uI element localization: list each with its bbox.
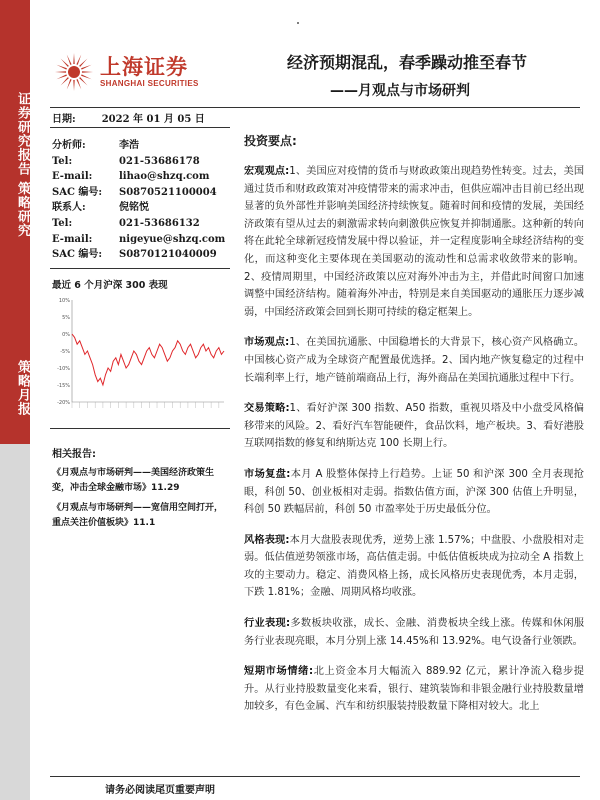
analyst-row <box>52 232 232 248</box>
analyst-field-value[interactable]: lihao@shzq.com <box>119 171 210 183</box>
paragraph-lead: 行业表现: <box>244 618 291 630</box>
analyst-field-value[interactable]: nigeyue@shzq.com <box>119 233 226 245</box>
analyst-field-value: S0870521100004 <box>119 186 217 198</box>
analyst-field-value: 李浩 <box>119 140 139 151</box>
highlight-paragraph <box>244 466 584 519</box>
paragraph-lead: 交易策略: <box>244 403 290 415</box>
logo-ray <box>73 80 74 91</box>
logo-ray <box>82 71 93 72</box>
paragraph-lead: 短期市场情绪: <box>244 666 314 678</box>
logo-ray <box>55 71 66 72</box>
y-tick-label: 10% <box>58 298 70 304</box>
paragraph-lead: 宏观观点: <box>244 166 290 177</box>
paragraph-text: 1、在美国抗通胀、中国稳增长的大背景下，核心资产风格确立。中国核心资产成为全球资产配置最优选择。2、国内地产恢复稳定的过程中长端利率上行，地产链前端商品上行，海外商品在美国抗通胀过程中下行。 <box>244 337 585 384</box>
paragraph-lead: 市场复盘: <box>244 468 291 480</box>
header-divider <box>50 107 580 108</box>
analyst-field-value: 021-53686178 <box>119 155 200 167</box>
logo-ray <box>79 59 87 67</box>
logo-ray <box>56 65 66 70</box>
brand-name-en: SHANGHAI SECURITIES <box>100 79 199 88</box>
logo-ray <box>61 59 69 67</box>
investment-highlights <box>244 132 584 729</box>
sidebar-report-type: 证券研究报告 策略研究 <box>15 92 30 238</box>
page-dot <box>297 22 299 24</box>
paragraph-text: 1、看好沪深 300 指数、A50 指数，重视贝塔及中小盘受风格偏移带来的风险。2、看好汽车智能硬件，食品饮料，地产板块。3、看好港股互联网指数的修复和纳斯达克 100 长期上行。 <box>244 403 584 450</box>
chart-axes <box>72 300 224 402</box>
analyst-field-label: E-mail: <box>52 171 93 183</box>
highlight-paragraph <box>244 615 584 650</box>
y-tick-label: 5% <box>62 315 70 321</box>
logo-ray <box>61 77 69 85</box>
highlight-paragraph <box>244 163 584 321</box>
highlights-heading: 投资要点: <box>244 134 297 148</box>
paragraph-text: 本月大盘股表现优秀，逆势上涨 1.57%；中盘股、小盘股相对走弱。低估值逆势领涨市场，高估值走弱。中低估值板块成为拉动全 A 指数上攻的主要动力。稳定、消费风格上扬，成长风格历史表现优秀，本月走弱，下跌 1.81%；金融、周期风格均收涨。 <box>244 534 584 599</box>
analyst-info <box>52 138 232 263</box>
analyst-divider <box>50 268 230 269</box>
logo-ray <box>73 53 74 64</box>
y-tick-label: -10% <box>57 366 70 372</box>
paragraph-text: 1、美国应对疫情的货币与财政政策出现趋势性转变。过去，美国通过货币和财政政策对冲疫情带来的需求冲击，但供应端冲击目前已经出现显著的负外部性并影响美国经济持续恢复。随着时间和疫情的发展，美国经济政策有望从过去的刺激需求转向刺激供应恢复并抑制通胀。这种新的转向将在此轮全球新冠疫情发展中得以验证，并一定程度影响全球经济结构的变化，而这种变化主要体现在美国驱动的流动性和总需求收敛带来的影响。2、疫情周期里，中国经济政策以应对海外冲击为主，并借此时间窗口加速调整中国经济结构。随着海外冲击，特别是来自美国驱动的通胀压力逐步减弱，中国经济政策会回到长期可持续的稳定框架上。 <box>244 166 585 318</box>
analyst-field-label: 联系人: <box>52 202 86 214</box>
footer-divider <box>50 776 580 777</box>
highlight-paragraph <box>244 400 584 453</box>
date-label: 日期: <box>52 114 76 125</box>
analyst-field-value: 倪铭悦 <box>119 202 149 214</box>
analyst-field-label: Tel: <box>52 155 73 167</box>
analyst-row <box>52 200 232 216</box>
date-divider <box>50 127 230 128</box>
highlight-paragraph <box>244 532 584 602</box>
logo-ray <box>67 79 72 89</box>
y-tick-label: -5% <box>60 349 70 355</box>
logo-ray <box>76 79 81 89</box>
analyst-field-value: 021-53686132 <box>119 217 200 229</box>
analyst-field-label: 分析师: <box>52 140 86 151</box>
hs300-series-line <box>72 334 224 385</box>
analyst-field-label: Tel: <box>52 217 73 229</box>
y-tick-label: -15% <box>57 383 70 389</box>
logo-ray <box>81 74 91 79</box>
paragraph-text: 多数板块收涨，成长、金融、消费板块全线上涨。传媒和休闲服务行业表现亮眼，本月分别上涨 14.45%和 13.92%。电气设备行业领跌。 <box>244 618 585 647</box>
related-report-link[interactable]: 《月观点与市场研判——宽信用空间打开，重点关注价值板块》11.1 <box>52 503 224 528</box>
highlight-paragraph <box>244 334 584 387</box>
paragraph-lead: 风格表现: <box>244 534 290 546</box>
report-date <box>52 110 205 125</box>
brand-name-cn: 上海证券 <box>100 55 188 79</box>
y-tick-label: -20% <box>57 400 70 406</box>
chart-title: 最近 6 个月沪深 300 表现 <box>52 280 168 291</box>
analyst-field-label: E-mail: <box>52 233 93 245</box>
analyst-field-value: S0870121040009 <box>119 249 217 261</box>
analyst-row <box>52 154 232 170</box>
analyst-row <box>52 216 232 232</box>
related-report-link[interactable]: 《月观点与市场研判——美国经济政策生变，冲击全球金融市场》11.29 <box>52 468 215 493</box>
paragraph-text: 北上资金本月大幅流入 889.92 亿元，累计净流入稳步提升。从行业持股数量变化来看，银行、建筑装饰和非银金融行业持股数量增加较多，有色金属、汽车和纺织服装持股数量下降相对较大。北上 <box>244 666 584 713</box>
y-tick-label: 0% <box>62 332 70 338</box>
sunburst-logo-icon <box>54 52 94 92</box>
paragraph-text: 本月 A 股整体保持上行趋势。上证 50 和沪深 300 全月表现抢眼，科创 50、创业板相对走弱。指数估值方面，沪深 300 估值上升明显，科创 50 跌幅居前，科创 50 市盈率处于历史最低分位。 <box>244 468 584 516</box>
logo-ray <box>76 54 81 64</box>
footer-disclaimer: 请务必阅读尾页重要声明 <box>105 785 215 796</box>
related-heading: 相关报告: <box>52 449 96 460</box>
analyst-row <box>52 185 232 201</box>
logo-ray <box>79 77 87 85</box>
report-subtitle: ——月观点与市场研判 <box>330 83 470 99</box>
paragraph-lead: 市场观点: <box>244 337 290 349</box>
hs300-chart <box>50 292 230 422</box>
sidebar-report-category: 策略月报 <box>15 360 30 416</box>
logo-ray <box>81 65 91 70</box>
highlight-paragraph <box>244 663 584 716</box>
analyst-row <box>52 247 232 263</box>
related-reports <box>52 445 230 536</box>
logo-ray <box>67 54 72 64</box>
logo-ray <box>56 74 66 79</box>
analyst-field-label: SAC 编号: <box>52 186 103 198</box>
analyst-row <box>52 169 232 185</box>
analyst-row <box>52 138 232 154</box>
date-value: 2022 年 01 月 05 日 <box>101 114 205 125</box>
sidebar <box>0 0 30 800</box>
chart-divider <box>50 428 230 429</box>
report-title: 经济预期混乱，春季躁动推至春节 <box>286 53 527 72</box>
analyst-field-label: SAC 编号: <box>52 249 103 261</box>
brand-logo <box>54 52 199 92</box>
